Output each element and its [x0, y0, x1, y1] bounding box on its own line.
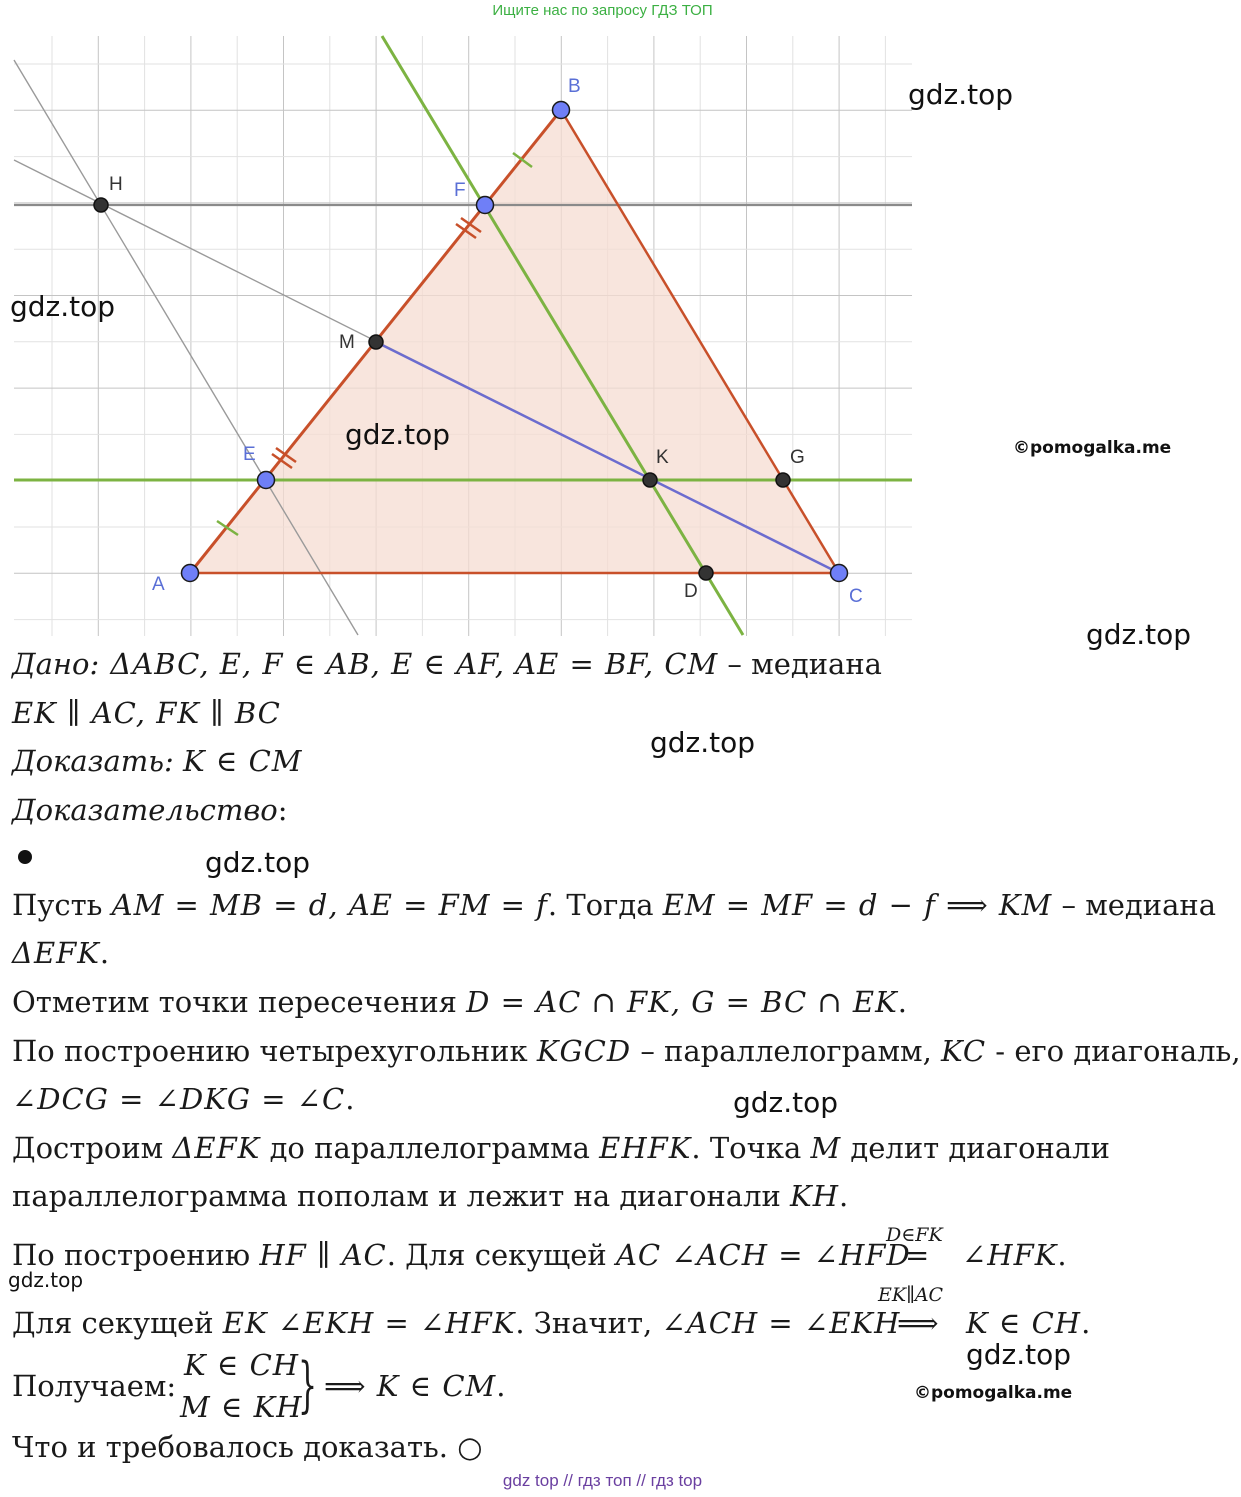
- point-f: [477, 197, 494, 214]
- math-run: ⟹ K ∈ CM: [324, 1369, 497, 1403]
- proof-line-6: [12, 1129, 1110, 1167]
- text-run: – параллелограмм,: [631, 1034, 942, 1068]
- point-e: [258, 472, 275, 489]
- point-h: [94, 198, 108, 212]
- proof-line-3: [12, 983, 907, 1021]
- math-run: M: [810, 1131, 842, 1165]
- prove-label: Доказать:: [12, 744, 184, 778]
- math-run: EM = MF = d − f ⟹ KM: [662, 888, 1053, 922]
- label-f: F: [454, 180, 466, 201]
- label-d: D: [684, 581, 698, 602]
- text-run: . Тогда: [547, 888, 663, 922]
- geometry-figure: [14, 36, 914, 636]
- result-label: Получаем:: [12, 1369, 177, 1403]
- point-m: [369, 335, 383, 349]
- text-run: Для секущей: [12, 1306, 223, 1340]
- math-run: EHFK: [599, 1131, 692, 1165]
- math-run: KGCD: [536, 1034, 632, 1068]
- proof-colon: :: [277, 793, 288, 827]
- proof-heading: [12, 791, 288, 829]
- watermark-gdz: gdz.top: [733, 1086, 839, 1119]
- proof-label: Доказательство: [12, 793, 278, 827]
- proof-line-7: [12, 1177, 848, 1215]
- prove-statement: K ∈ CM: [183, 744, 303, 778]
- watermark-gdz: gdz.top: [8, 1268, 84, 1292]
- text-run: делит диагонали: [841, 1131, 1110, 1165]
- header-banner[interactable]: Ищите нас по запросу ГДЗ ТОП: [492, 2, 713, 19]
- label-h: H: [109, 174, 123, 195]
- implies-arrow: [897, 1304, 940, 1342]
- point-b: [553, 102, 570, 119]
- watermark-gdz: gdz.top: [966, 1338, 1072, 1371]
- given-median: – медиана: [718, 647, 882, 681]
- text-run: Отметим точки пересечения: [12, 985, 467, 1019]
- point-g: [776, 473, 790, 487]
- superscript-d-in-fk: D∈FK: [886, 1224, 943, 1246]
- system-top: [184, 1346, 299, 1384]
- label-a: A: [152, 574, 165, 595]
- label-m: M: [339, 332, 355, 353]
- given-line-2: [12, 694, 281, 732]
- text-run: По построению четырехугольник: [12, 1034, 537, 1068]
- text-run: .: [99, 936, 110, 970]
- math-run: ΔEFK: [172, 1131, 261, 1165]
- math-run: KC: [941, 1034, 987, 1068]
- watermark-pomogalka: ©pomogalka.me: [914, 1383, 1073, 1403]
- given-parallels: EK ∥ AC, FK ∥ BC: [12, 696, 281, 730]
- point-c: [831, 565, 848, 582]
- given-math: : ΔABC, E, F ∈ AB, E ∈ AF, AE = BF, CM: [89, 647, 719, 681]
- label-b: B: [568, 76, 581, 97]
- equals-over: [905, 1236, 930, 1274]
- point-d: [699, 566, 713, 580]
- text-run: .: [1057, 1238, 1067, 1272]
- math-run: M ∈ KH: [180, 1390, 303, 1424]
- math-run: ΔEFK: [12, 936, 100, 970]
- given-line-1: [12, 645, 882, 683]
- text-run: .: [1081, 1306, 1091, 1340]
- prove-line: [12, 742, 302, 780]
- text-run: .: [897, 985, 907, 1019]
- system-brace: }: [298, 1350, 318, 1420]
- proof-line-8-end: [962, 1236, 1067, 1274]
- label-e: E: [243, 444, 256, 465]
- math-run: ∠HFK: [962, 1238, 1058, 1272]
- proof-line-8: [12, 1236, 911, 1274]
- text-run: Достроим: [12, 1131, 173, 1165]
- math-run: AC ∠ACH = ∠HFD: [615, 1238, 911, 1272]
- math-run: EK ∠EKH = ∠HFK: [222, 1306, 516, 1340]
- point-k: [643, 473, 657, 487]
- proof-line-9-end: [966, 1304, 1090, 1342]
- line-hk-extended: [14, 60, 358, 635]
- label-c: C: [849, 586, 863, 607]
- watermark-gdz: gdz.top: [205, 846, 311, 879]
- watermark-gdz: gdz.top: [650, 726, 756, 759]
- label-g: G: [790, 447, 805, 468]
- text-run: – медиана: [1052, 888, 1217, 922]
- math-run: ∠DCG = ∠DKG = ∠C: [12, 1082, 346, 1116]
- superscript-ek-parallel-ac: EK∥AC: [878, 1284, 944, 1306]
- text-run: Пусть: [12, 888, 112, 922]
- text-run: . Значит,: [515, 1306, 662, 1340]
- math-run: =: [905, 1238, 931, 1272]
- proof-line-1: [12, 886, 1216, 924]
- given-label: Дано: [12, 647, 90, 681]
- proof-line-4: [12, 1032, 1241, 1070]
- math-run: K ∈ CH: [184, 1348, 300, 1382]
- text-run: .: [839, 1179, 849, 1213]
- proof-line-5: [12, 1080, 354, 1118]
- math-run: ⟹: [897, 1306, 940, 1340]
- system-result: [324, 1367, 505, 1405]
- footer-links[interactable]: gdz top // гдз топ // гдз top: [502, 1471, 703, 1490]
- qed-line: Что и требовалось доказать. ○: [12, 1430, 483, 1464]
- math-run: AM = MB = d, AE = FM = f: [111, 888, 548, 922]
- watermark-gdz: gdz.top: [10, 290, 116, 323]
- bullet-point: [18, 850, 32, 864]
- text-run: параллелограмма пополам и лежит на диагонали: [12, 1179, 791, 1213]
- math-run: HF ∥ AC: [259, 1238, 387, 1272]
- text-run: .: [345, 1082, 355, 1116]
- watermark-gdz: gdz.top: [908, 78, 1014, 111]
- system-bottom: [180, 1388, 303, 1426]
- text-run: . Точка: [691, 1131, 811, 1165]
- text-run: По построению: [12, 1238, 260, 1272]
- watermark-gdz: gdz.top: [345, 418, 451, 451]
- math-run: ∠ACH = ∠EKH: [661, 1306, 901, 1340]
- label-k: K: [656, 447, 669, 468]
- proof-line-2: [12, 934, 109, 972]
- math-run: KH: [790, 1179, 840, 1213]
- math-run: K ∈ CH: [966, 1306, 1082, 1340]
- point-a: [182, 565, 199, 582]
- text-run: . Для секущей: [386, 1238, 616, 1272]
- text-run: до параллелограмма: [260, 1131, 600, 1165]
- watermark-pomogalka: ©pomogalka.me: [1013, 438, 1172, 458]
- text-run: .: [496, 1369, 506, 1403]
- text-run: - его диагональ,: [986, 1034, 1241, 1068]
- proof-line-9: [12, 1304, 900, 1342]
- watermark-gdz: gdz.top: [1086, 618, 1192, 651]
- math-run: D = AC ∩ FK, G = BC ∩ EK: [466, 985, 898, 1019]
